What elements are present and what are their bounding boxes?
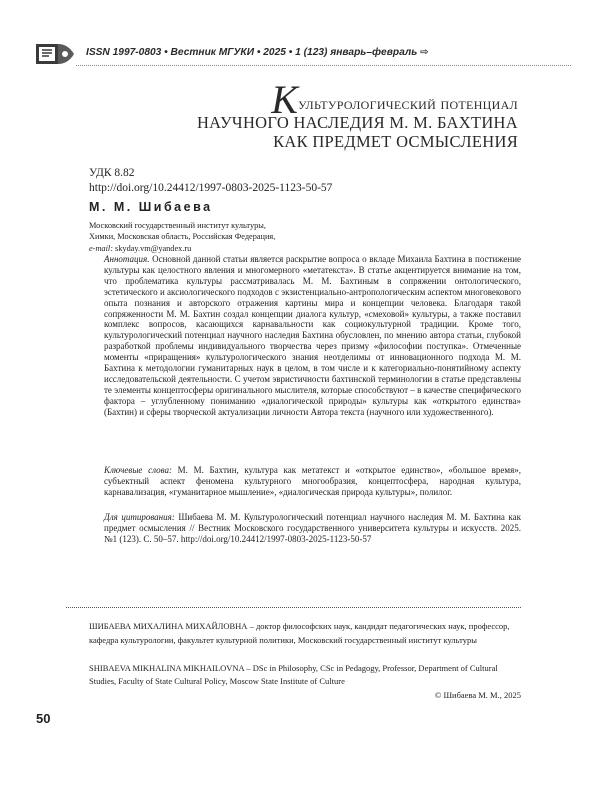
author-bio-en: SHIBAEVA MIKHALINA MIKHAILOVNA – DSc in Philosophy, CSc in Pedagogy, Professor, Department of Cultural Studies, Faculty of State Cultural Policy, Moscow State Institute of Culture — [89, 663, 498, 686]
title-line-3: КАК ПРЕДМЕТ ОСМЫСЛЕНИЯ — [273, 132, 518, 151]
affiliation-line-2: Химки, Московская область, Российская Федерация, — [89, 232, 276, 242]
keywords-text: М. М. Бахтин, культура как метатекст и «открытое единство», «большое время», субъектный аспект феномена культурного многообразия, концептосфера, народная культура, карнавализация, «гуманитарное мышление», «диалогическая природа культуры», полилог. — [104, 465, 522, 497]
affiliation-email-line — [89, 243, 275, 254]
author-email[interactable]: skyday.vm@yandex.ru — [115, 243, 192, 253]
title-line-1 — [197, 77, 518, 122]
author-bio-ru: ШИБАЕВА МИХАЛИНА МИХАЙЛОВНА – доктор философских наук, кандидат педагогических наук, профессор, кафедра культурологии, факультет культурной политики, Московский государственный институт культуры — [89, 621, 510, 645]
title-line-2: НАУЧНОГО НАСЛЕДИЯ М. М. БАХТИНА — [196, 113, 518, 132]
affiliation — [89, 220, 275, 254]
citation — [104, 512, 521, 545]
abstract-text: Основной данной статьи является раскрытие вопроса о вкладе Михаила Бахтина в постижение культуры как целостного явления и многомерного «метатекста». В статье акцентируется внимание на том, что проблематика культуры рассматривалась М. М. Бахтиным в сопряжении онтологического, эстетического и аксиологического подходов с экзистенциально-антропологическим аспектом многовекового опыта познания и авторского отражения картины мира и концепции человека. Благодаря такой сопряженности М. М. Бахтин создал концепции диалога культур, «смеховой» культуры, а также поставил комплекс вопросов, касающихся карнавальности как социокультурной традиции. Кроме того, культурологический потенциал научного наследия Бахтина обусловлен, по мнению автора статьи, глубокой разработкой проблемы индивидуального творчества через призму «философии поступка». Отмеченные моменты «приращения» культурологического знания неотделимы от инновационного подхода М. М. Бахтина к методологии гуманитарных наук в целом, в том числе и к категориально-понятийному аспекту исследовательской деятельности. С учетом эвристичности бахтинской терминологии в статье представлены те элементы концептосферы оригинального мыслителя, которые способствуют – в качестве специфического фактора – углубленному пониманию «диалогической природы» культуры как «открытого единства» (Бахтин) и сферы творческой актуализации личности Автора текста (научного или художественного). — [104, 254, 522, 417]
article-title — [196, 77, 518, 151]
udk-code: УДК 8.82 — [89, 167, 135, 179]
header-divider — [76, 65, 571, 66]
citation-text: Шибаева М. М. Культурологический потенциал научного наследия М. М. Бахтина как предмет осмысления // Вестник Московского государственного университета культуры и искусств. 2025. №1 (123). С. 50–57. http://doi.org/10.24412/1997-0803-2025-1123-50-57 — [104, 512, 522, 544]
running-head-text: ISSN 1997-0803 • Вестник МГУКИ • 2025 • 1 (123) январь–февраль ⇨ — [86, 47, 429, 58]
footnote-divider — [66, 607, 521, 608]
abstract — [104, 254, 521, 418]
title-line-1-text: ультурологический потенциал — [298, 94, 518, 113]
affiliation-line-1: Московский государственный институт культуры, — [89, 221, 266, 230]
abstract-label: Аннотация. — [104, 254, 150, 264]
title-dropcap: К — [271, 77, 299, 122]
page-number: 50 — [36, 711, 51, 726]
author-name: М. М. Шибаева — [89, 200, 213, 214]
keywords-label: Ключевые слова: — [104, 465, 172, 475]
running-header — [36, 42, 571, 66]
journal-logo-icon — [36, 42, 76, 66]
udk-block — [89, 166, 332, 196]
doi-link[interactable]: http://doi.org/10.24412/1997-0803-2025-1123-50-57 — [89, 182, 333, 194]
copyright: © Шибаева М. М., 2025 — [434, 690, 521, 700]
keywords — [104, 465, 521, 498]
email-label: e-mail: — [89, 243, 113, 253]
citation-label: Для цитирования: — [104, 512, 175, 522]
